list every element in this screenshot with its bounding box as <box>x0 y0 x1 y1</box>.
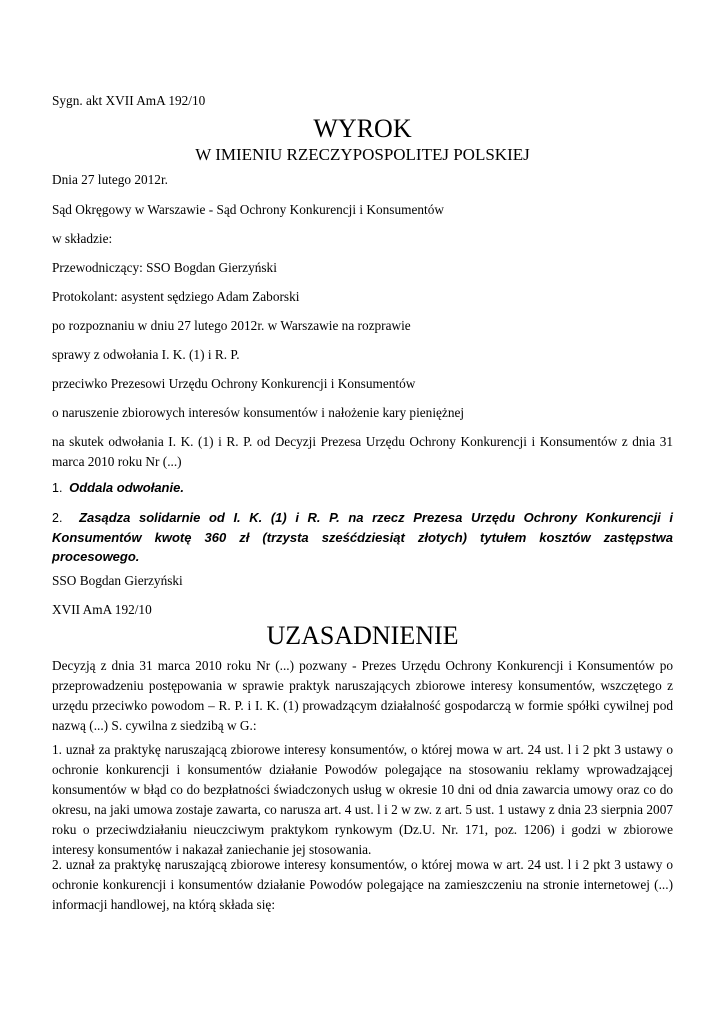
ruling-item-2 <box>52 508 673 566</box>
court-clerk: Protokolant: asystent sędziego Adam Zaborski <box>52 289 300 304</box>
ruling-text: Oddala odwołanie. <box>69 480 184 495</box>
ruling-text: Zasądza solidarnie od I. K. (1) i R. P. na rzecz Prezesa Urzędu Ochrony Konkurencji i Konsumentów kwotę 360 zł (trzysta sześćdziesiąt złotych) tytułem kosztów zastępstwa procesowego. <box>52 510 674 564</box>
judgment-date: Dnia 27 lutego 2012r. <box>52 172 168 187</box>
ruling-number: 1. <box>52 481 63 495</box>
justification-paragraph-2: 1. uznał za praktykę naruszającą zbiorowe interesy konsumentów, o której mowa w art. 24 ust. l i 2 pkt 3 ustawy o ochronie konkurencji i konsumentów działanie Powodów polegające na stosowaniu reklamy wprowadzającej konsumentów w błąd co do bezpłatności świadczonych usług w okresie 10 dni od dnia zawarcia umowy oraz co do okresu, na jaki umowa zostaje zawarta, co narusza art. 4 ust. l i 2 w zw. z art. 5 ust. 1 ustawy z dnia 23 sierpnia 2007 roku o przeciwdziałaniu nieuczciwym praktykom rynkowym (Dz.U. Nr. 171, poz. 1206) i godzi w zbiorowe interesy konsumentów i nakazał zaniechanie jej stosowania. <box>52 742 673 857</box>
case-subject: o naruszenie zbiorowych interesów konsumentów i nałożenie kary pieniężnej <box>52 405 465 420</box>
judge-signature: SSO Bogdan Gierzyński <box>52 573 183 588</box>
case-parties: sprawy z odwołania I. K. (1) i R. P. <box>52 347 240 362</box>
judgment-title: WYROK <box>313 114 412 143</box>
appeal-paragraph: na skutek odwołania I. K. (1) i R. P. od Decyzji Prezesa Urzędu Ochrony Konkurencji i Konsumentów z dnia 31 marca 2010 roku Nr (...) <box>52 434 673 469</box>
justification-title: UZASADNIENIE <box>266 621 459 650</box>
court-name: Sąd Okręgowy w Warszawie - Sąd Ochrony Konkurencji i Konsumentów <box>52 202 444 217</box>
respondent: przeciwko Prezesowi Urzędu Ochrony Konkurencji i Konsumentów <box>52 376 416 391</box>
justification-paragraph-3: 2. uznał za praktykę naruszającą zbiorowe interesy konsumentów, o której mowa w art. 24 ust. l i 2 pkt 3 ustawy o ochronie konkurencji i konsumentów działanie Powodów polegające na zamieszczeniu na stronie internetowej (...) informacji handlowej, na którą składa się: <box>52 857 673 912</box>
ruling-item-1 <box>52 479 184 497</box>
composition-label: w składzie: <box>52 231 113 246</box>
case-reference: Sygn. akt XVII AmA 192/10 <box>52 93 206 108</box>
ruling-number: 2. <box>52 511 63 525</box>
justification-paragraph-1: Decyzją z dnia 31 marca 2010 roku Nr (...) pozwany - Prezes Urzędu Ochrony Konkurencji i Konsumentów po przeprowadzeniu postępowania w sprawie praktyk naruszających zbiorowe interesy konsumentów, wszczętego z urzędu przeciwko powodom – R. P. i I. K. (1) prowadzącym działalność gospodarczą w formie spółki cywilnej pod nazwą (...) S. cywilna z siedzibą w G.: <box>52 658 673 733</box>
hearing-info: po rozpoznaniu w dniu 27 lutego 2012r. w Warszawie na rozprawie <box>52 318 411 333</box>
judgment-subtitle: W IMIENIU RZECZYPOSPOLITEJ POLSKIEJ <box>195 145 530 164</box>
chair-judge: Przewodniczący: SSO Bogdan Gierzyński <box>52 260 277 275</box>
case-reference-short: XVII AmA 192/10 <box>52 602 152 617</box>
